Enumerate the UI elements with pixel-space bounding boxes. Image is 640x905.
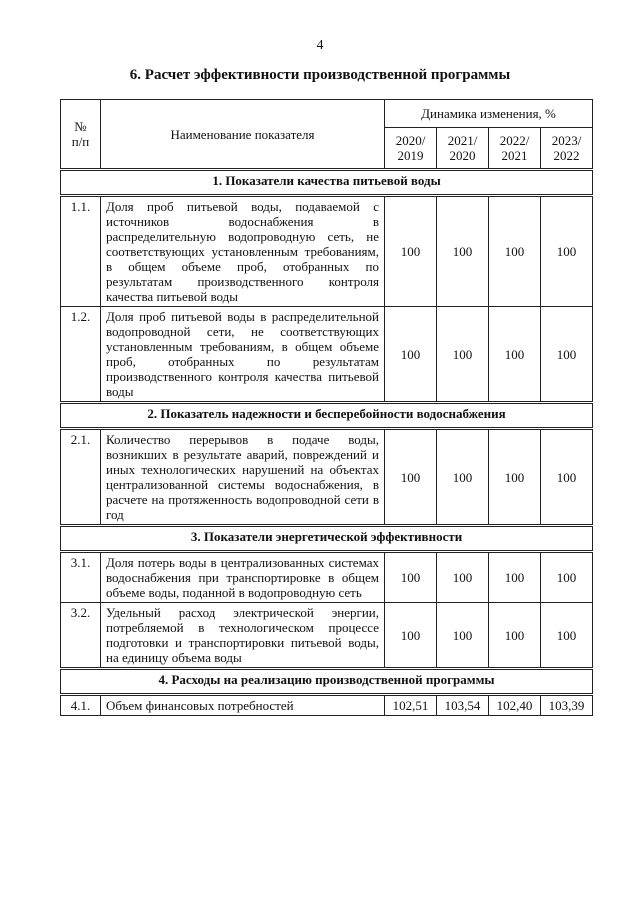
dynamics-value: 102,40 (489, 695, 541, 716)
table-row (61, 603, 593, 669)
indicator-name: Количество перерывов в подаче воды, возникших в результате аварий, повреждений и иных технологических нарушений на объектах централизованной системы водоснабжения, в расчете на протяженность водопроводной сети в год (101, 429, 385, 526)
row-number: 3.2. (61, 603, 101, 669)
efficiency-table (60, 99, 593, 716)
header-name: Наименование показателя (101, 100, 385, 170)
section-title: 4. Расходы на реализацию производственной программы (61, 669, 593, 695)
dynamics-value: 100 (541, 196, 593, 307)
dynamics-value: 100 (437, 429, 489, 526)
dynamics-value: 100 (541, 429, 593, 526)
section-title: 2. Показатель надежности и бесперебойности водоснабжения (61, 403, 593, 429)
dynamics-value: 100 (489, 307, 541, 403)
dynamics-value: 100 (489, 196, 541, 307)
dynamics-value: 103,39 (541, 695, 593, 716)
header-row (61, 100, 593, 128)
dynamics-value: 100 (541, 552, 593, 603)
header-period: 2020/ 2019 (385, 128, 437, 170)
dynamics-value: 100 (437, 603, 489, 669)
dynamics-value: 100 (385, 196, 437, 307)
indicator-name: Доля проб питьевой воды в распределительной водопроводной сети, не соответствующих установленным требованиям, в общем объеме проб, отобранных по результатам производственного контроля качества питьевой воды (101, 307, 385, 403)
dynamics-value: 100 (489, 603, 541, 669)
indicator-name: Объем финансовых потребностей (101, 695, 385, 716)
table-body (61, 100, 593, 716)
dynamics-value: 100 (489, 429, 541, 526)
dynamics-value: 100 (437, 307, 489, 403)
dynamics-value: 103,54 (437, 695, 489, 716)
section-title: 3. Показатели энергетической эффективности (61, 526, 593, 552)
dynamics-value: 100 (541, 603, 593, 669)
table-row (61, 695, 593, 716)
dynamics-value: 100 (437, 552, 489, 603)
dynamics-value: 100 (385, 552, 437, 603)
table-row (61, 307, 593, 403)
table-row (61, 552, 593, 603)
header-num: № п/п (61, 100, 101, 170)
header-dynamics: Динамика изменения, % (385, 100, 593, 128)
page-number: 4 (316, 38, 324, 53)
section-title: 1. Показатели качества питьевой воды (61, 170, 593, 196)
dynamics-value: 100 (489, 552, 541, 603)
section-row (61, 669, 593, 695)
dynamics-value: 102,51 (385, 695, 437, 716)
indicator-name: Доля проб питьевой воды, подаваемой с источников водоснабжения в распределительную водопроводную сеть, не соответствующих установленным требованиям, в общем объеме проб, отобранных по результатам производственного контроля качества питьевой воды (101, 196, 385, 307)
header-period: 2022/ 2021 (489, 128, 541, 170)
dynamics-value: 100 (541, 307, 593, 403)
header-period: 2023/ 2022 (541, 128, 593, 170)
table-row (61, 196, 593, 307)
dynamics-value: 100 (437, 196, 489, 307)
dynamics-value: 100 (385, 307, 437, 403)
indicator-name: Удельный расход электрической энергии, потребляемой в технологическом процессе подготовки и транспортировки питьевой воды, на единицу объема воды (101, 603, 385, 669)
section-row (61, 170, 593, 196)
row-number: 2.1. (61, 429, 101, 526)
row-number: 1.1. (61, 196, 101, 307)
dynamics-value: 100 (385, 429, 437, 526)
dynamics-value: 100 (385, 603, 437, 669)
document-title: 6. Расчет эффективности производственной программы (129, 67, 511, 83)
section-row (61, 403, 593, 429)
row-number: 4.1. (61, 695, 101, 716)
row-number: 3.1. (61, 552, 101, 603)
indicator-name: Доля потерь воды в централизованных системах водоснабжения при транспортировке в общем объеме воды, поданной в водопроводную сеть (101, 552, 385, 603)
header-period: 2021/ 2020 (437, 128, 489, 170)
table-row (61, 429, 593, 526)
row-number: 1.2. (61, 307, 101, 403)
section-row (61, 526, 593, 552)
